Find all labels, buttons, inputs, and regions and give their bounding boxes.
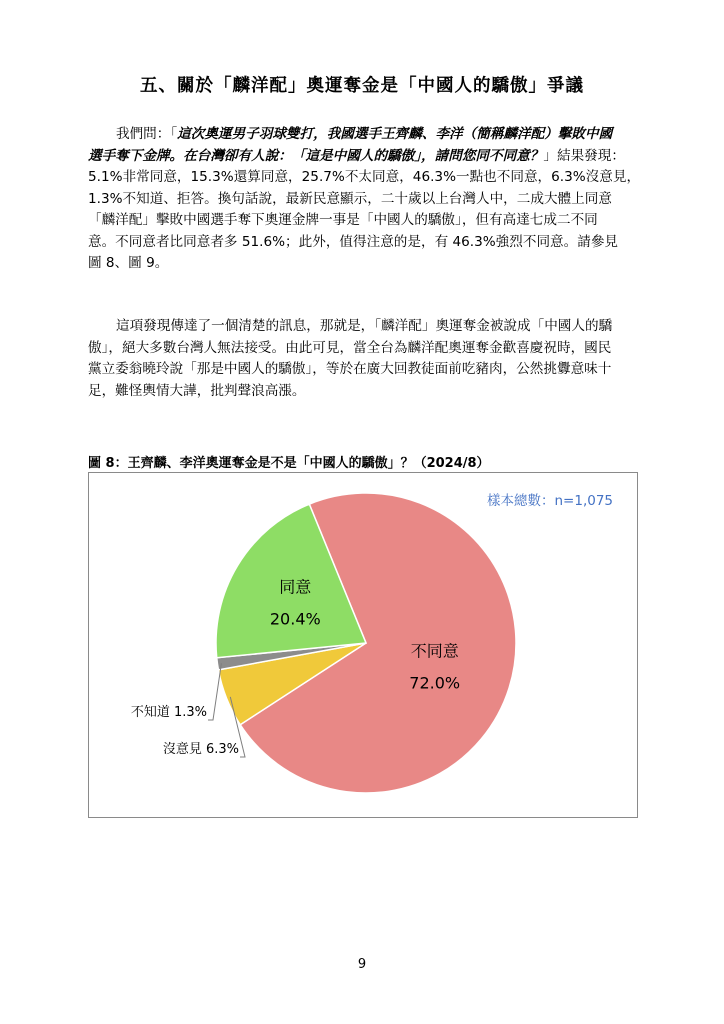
para1-line6: 意。不同意者比同意者多 51.6%；此外，值得注意的是，有 46.3%強烈不同意。請參見 — [88, 233, 619, 250]
para1-line1 — [88, 124, 640, 146]
section-heading: 五、關於「麟洋配」奧運奪金是「中國人的驕傲」爭議 — [140, 76, 584, 96]
slice-label-dont-know: 不知道 1.3% — [130, 705, 207, 720]
figure-caption: 圖 8：王齊麟、李洋奧運奪金是不是「中國人的驕傲」？（2024/8） — [88, 456, 490, 471]
slice-value-agree: 20.4% — [269, 609, 321, 629]
survey-question-part1: 這次奧運男子羽球雙打，我國選手王齊麟、李洋（簡稱麟洋配）擊敗中國 — [177, 126, 613, 142]
slice-label-agree: 同意 — [279, 577, 312, 597]
para1-line5: 「麟洋配」擊敗中國選手奪下奧運金牌一事是「中國人的驕傲」，但有高達七成二不同 — [88, 212, 598, 228]
slice-label-neutral: 沒意見 6.3% — [162, 742, 239, 757]
para2-line1: 這項發現傳達了一個清楚的訊息，那就是，「麟洋配」奧運奪金被說成「中國人的驕 — [116, 318, 613, 334]
para2-line2: 傲」，絕大多數台灣人無法接受。由此可見，當全台為麟洋配奧運奪金歡喜慶祝時，國民 — [88, 339, 612, 356]
para1-line7: 圖 8、圖 9。 — [88, 255, 169, 271]
para1-line3: 5.1%非常同意，15.3%還算同意，25.7%不太同意，46.3%一點也不同意，6.3%沒意見， — [88, 169, 641, 185]
paragraph-survey-results — [88, 124, 640, 275]
para1-line1-lead: 我們問：「 — [116, 126, 178, 142]
page-number: 9 — [357, 957, 367, 972]
para2-line3: 黨立委翁曉玲說「那是中國人的驕傲」，等於在廣大回教徒面前吃豬肉，公然挑釁意味十 — [88, 361, 612, 377]
figure-chart-frame — [88, 472, 638, 818]
slice-label-disagree: 不同意 — [410, 641, 459, 661]
pie-chart — [89, 473, 637, 817]
para2-line4: 足，難怪輿情大譁，批判聲浪高漲。 — [88, 382, 306, 399]
paragraph-interpretation — [88, 316, 640, 402]
survey-question-part2: 選手奪下金牌。在台灣卻有人說：「這是中國人的驕傲」，請問您同不同意？ — [88, 147, 544, 164]
slice-value-disagree: 72.0% — [409, 673, 461, 693]
para1-line2-tail: 」結果發現： — [543, 147, 625, 164]
sample-size-label: 樣本總數：n=1,075 — [486, 493, 613, 509]
para1-line2 — [88, 146, 640, 168]
para1-line4: 1.3%不知道、拒答。換句話說，最新民意顯示，二十歲以上台灣人中，二成大體上同意 — [88, 190, 612, 207]
